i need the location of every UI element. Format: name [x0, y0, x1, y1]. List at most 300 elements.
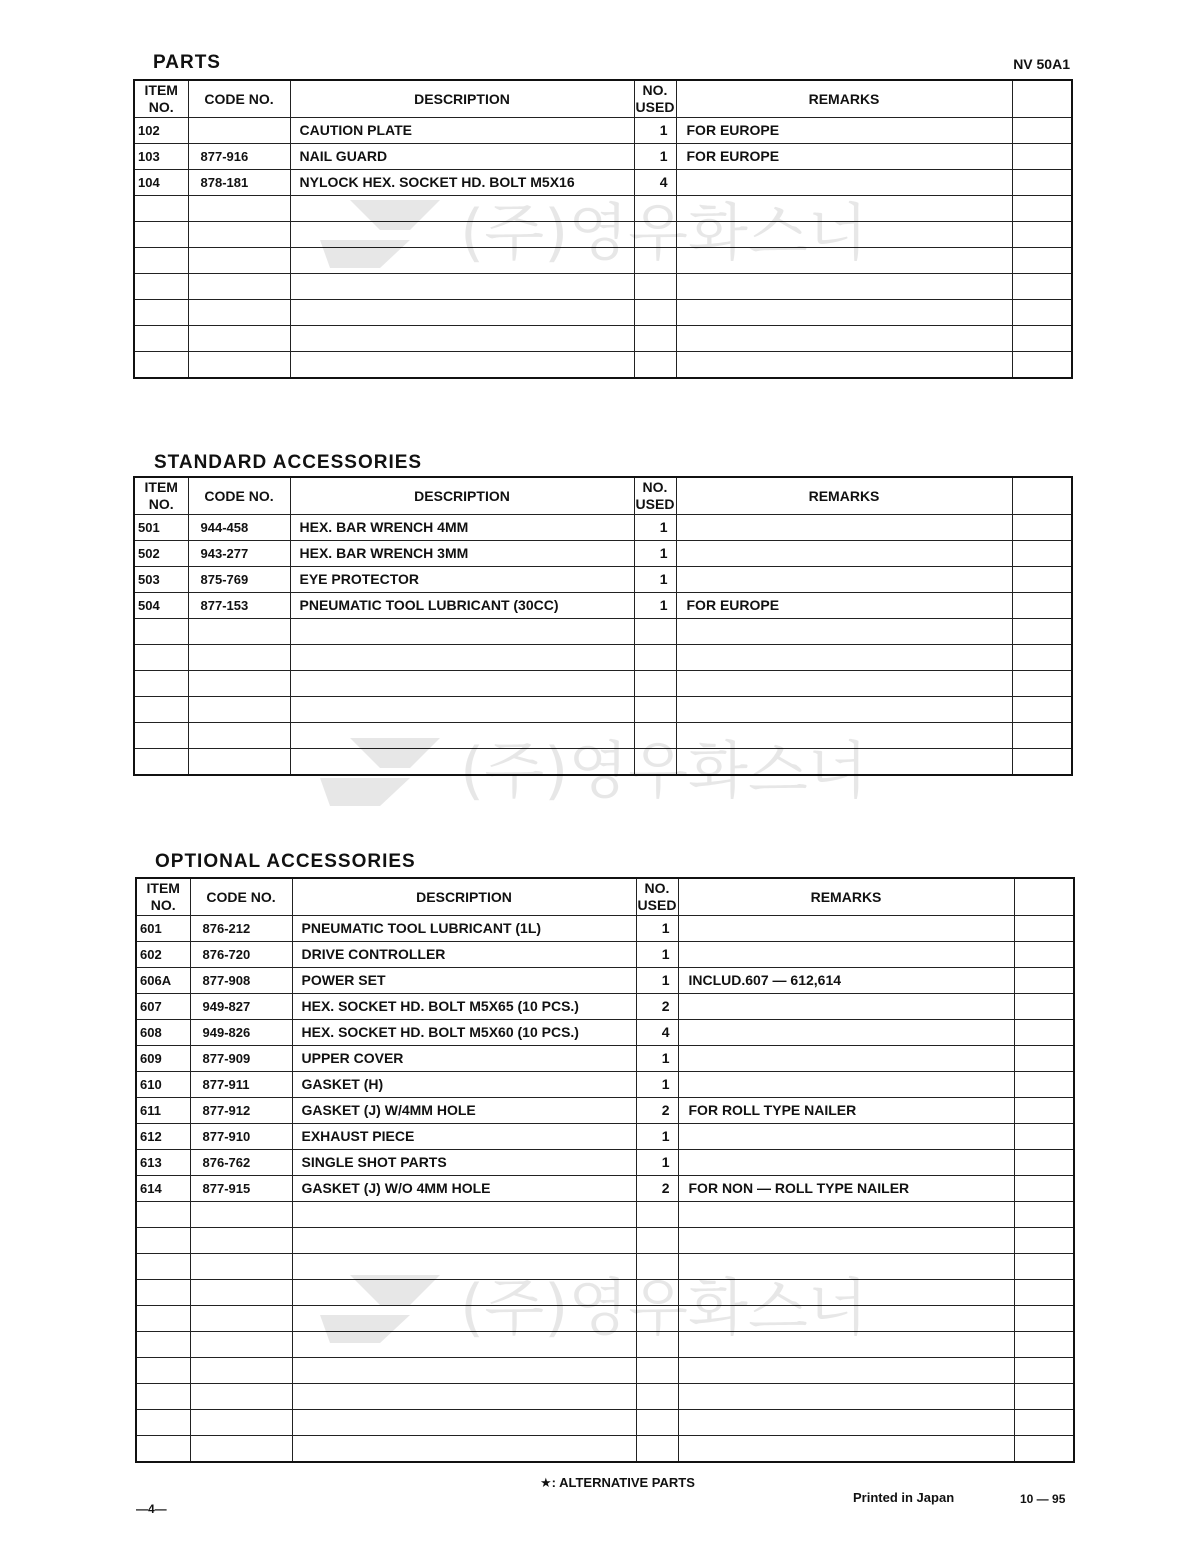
code-cell: [188, 645, 290, 671]
code-cell: [190, 1358, 292, 1384]
quantity-cell: 1: [636, 1072, 678, 1098]
extra-cell: [1014, 994, 1074, 1020]
optional-accessories-title: OPTIONAL ACCESSORIES: [155, 851, 416, 872]
code-cell: 877-912: [190, 1098, 292, 1124]
description-cell: NAIL GUARD: [290, 144, 634, 170]
extra-cell: [1012, 144, 1072, 170]
description-header: DESCRIPTION: [290, 477, 634, 515]
parts-table: [133, 79, 1073, 379]
quantity-cell: 4: [634, 170, 676, 196]
extra-cell: [1012, 326, 1072, 352]
extra-header: [1014, 878, 1074, 916]
item-cell: 602: [136, 942, 190, 968]
table-row: [136, 1176, 1074, 1202]
print-date: 10 — 95: [1020, 1492, 1066, 1506]
table-row: [134, 697, 1072, 723]
code-cell: [190, 1384, 292, 1410]
table-row: [134, 723, 1072, 749]
item-cell: 606A: [136, 968, 190, 994]
extra-cell: [1014, 1280, 1074, 1306]
parts-title: PARTS: [153, 52, 221, 73]
quantity-header: NO. USED: [636, 878, 678, 916]
description-cell: [292, 1306, 636, 1332]
item-cell: 503: [134, 567, 188, 593]
table-row: [134, 619, 1072, 645]
quantity-cell: [634, 619, 676, 645]
item-cell: 610: [136, 1072, 190, 1098]
item-cell: [136, 1202, 190, 1228]
item-cell: 504: [134, 593, 188, 619]
item-cell: 104: [134, 170, 188, 196]
table-row: [134, 326, 1072, 352]
code-cell: [190, 1436, 292, 1463]
table-row: [134, 541, 1072, 567]
code-cell: 877-910: [190, 1124, 292, 1150]
watermark-text: (주)영우화스너: [460, 734, 868, 807]
quantity-cell: 1: [634, 515, 676, 541]
description-cell: SINGLE SHOT PARTS: [292, 1150, 636, 1176]
code-cell: 876-762: [190, 1150, 292, 1176]
extra-cell: [1014, 1358, 1074, 1384]
remarks-header: REMARKS: [676, 477, 1012, 515]
remarks-cell: [678, 942, 1014, 968]
item-cell: [136, 1306, 190, 1332]
extra-cell: [1014, 1228, 1074, 1254]
item-cell: 103: [134, 144, 188, 170]
item-cell: [136, 1384, 190, 1410]
code-cell: 877-916: [188, 144, 290, 170]
item-cell: [136, 1410, 190, 1436]
quantity-cell: 1: [634, 567, 676, 593]
item-cell: [134, 723, 188, 749]
item-cell: [136, 1254, 190, 1280]
description-cell: [290, 723, 634, 749]
item-cell: [136, 1280, 190, 1306]
remarks-cell: [676, 170, 1012, 196]
item-cell: 614: [136, 1176, 190, 1202]
code-cell: [190, 1280, 292, 1306]
model-number: NV 50A1: [1013, 56, 1070, 72]
description-cell: CAUTION PLATE: [290, 118, 634, 144]
quantity-cell: [634, 248, 676, 274]
item-cell: 609: [136, 1046, 190, 1072]
remarks-cell: [678, 916, 1014, 942]
description-header: DESCRIPTION: [292, 878, 636, 916]
table-row: [134, 645, 1072, 671]
table-row: [136, 1072, 1074, 1098]
code-cell: [190, 1332, 292, 1358]
item-cell: [134, 274, 188, 300]
item-cell: [136, 1436, 190, 1463]
quantity-cell: [634, 326, 676, 352]
description-cell: [290, 248, 634, 274]
table-row: [134, 144, 1072, 170]
code-cell: [188, 222, 290, 248]
code-cell: 877-909: [190, 1046, 292, 1072]
description-cell: PNEUMATIC TOOL LUBRICANT (1L): [292, 916, 636, 942]
remarks-cell: [678, 1254, 1014, 1280]
table-row: [134, 248, 1072, 274]
item-cell: 502: [134, 541, 188, 567]
description-cell: DRIVE CONTROLLER: [292, 942, 636, 968]
extra-cell: [1012, 723, 1072, 749]
quantity-cell: [634, 352, 676, 379]
description-cell: [292, 1410, 636, 1436]
quantity-cell: 1: [634, 593, 676, 619]
description-cell: HEX. BAR WRENCH 3MM: [290, 541, 634, 567]
item-cell: 612: [136, 1124, 190, 1150]
extra-header: [1012, 477, 1072, 515]
table-row: [136, 1046, 1074, 1072]
extra-cell: [1014, 968, 1074, 994]
code-cell: [188, 274, 290, 300]
remarks-cell: [676, 697, 1012, 723]
remarks-cell: [678, 1228, 1014, 1254]
remarks-cell: FOR EUROPE: [676, 593, 1012, 619]
code-cell: 944-458: [188, 515, 290, 541]
code-cell: [190, 1202, 292, 1228]
quantity-cell: [634, 749, 676, 776]
extra-cell: [1014, 1150, 1074, 1176]
description-cell: HEX. SOCKET HD. BOLT M5X65 (10 PCS.): [292, 994, 636, 1020]
quantity-cell: [636, 1332, 678, 1358]
table-row: [136, 1254, 1074, 1280]
remarks-cell: [676, 541, 1012, 567]
quantity-cell: [636, 1410, 678, 1436]
table-row: [134, 593, 1072, 619]
code-cell: [190, 1228, 292, 1254]
code-cell: 876-720: [190, 942, 292, 968]
code-cell: [188, 671, 290, 697]
description-cell: HEX. BAR WRENCH 4MM: [290, 515, 634, 541]
extra-cell: [1014, 1176, 1074, 1202]
remarks-cell: [676, 274, 1012, 300]
table-row: [136, 1358, 1074, 1384]
table-row: [136, 994, 1074, 1020]
code-cell: [188, 619, 290, 645]
item-cell: 611: [136, 1098, 190, 1124]
remarks-cell: [678, 994, 1014, 1020]
remarks-cell: INCLUD.607 — 612,614: [678, 968, 1014, 994]
description-cell: [290, 222, 634, 248]
remarks-cell: FOR EUROPE: [676, 118, 1012, 144]
quantity-cell: [636, 1228, 678, 1254]
description-cell: GASKET (H): [292, 1072, 636, 1098]
item-cell: [136, 1332, 190, 1358]
description-cell: [292, 1332, 636, 1358]
table-row: [136, 1332, 1074, 1358]
code-cell: [190, 1254, 292, 1280]
item-cell: [134, 749, 188, 776]
remarks-header: REMARKS: [676, 80, 1012, 118]
quantity-header: NO. USED: [634, 80, 676, 118]
remarks-cell: [676, 749, 1012, 776]
code-cell: [188, 118, 290, 144]
extra-cell: [1012, 593, 1072, 619]
extra-cell: [1014, 1046, 1074, 1072]
remarks-cell: FOR EUROPE: [676, 144, 1012, 170]
code-cell: 875-769: [188, 567, 290, 593]
quantity-cell: [634, 274, 676, 300]
extra-cell: [1012, 515, 1072, 541]
table-row: [136, 1202, 1074, 1228]
extra-cell: [1012, 541, 1072, 567]
remarks-cell: [678, 1202, 1014, 1228]
description-cell: PNEUMATIC TOOL LUBRICANT (30CC): [290, 593, 634, 619]
description-cell: [292, 1202, 636, 1228]
description-cell: [290, 352, 634, 379]
item-header: ITEM NO.: [134, 477, 188, 515]
description-cell: [292, 1280, 636, 1306]
code-cell: [188, 248, 290, 274]
table-row: [136, 1124, 1074, 1150]
extra-cell: [1014, 916, 1074, 942]
description-cell: NYLOCK HEX. SOCKET HD. BOLT M5X16: [290, 170, 634, 196]
code-cell: [188, 723, 290, 749]
item-cell: [134, 196, 188, 222]
item-cell: [136, 1228, 190, 1254]
description-cell: [292, 1436, 636, 1463]
extra-cell: [1012, 196, 1072, 222]
item-cell: [134, 326, 188, 352]
description-cell: [292, 1254, 636, 1280]
extra-cell: [1012, 222, 1072, 248]
description-cell: [290, 326, 634, 352]
description-cell: GASKET (J) W/O 4MM HOLE: [292, 1176, 636, 1202]
quantity-cell: 1: [634, 144, 676, 170]
extra-cell: [1012, 248, 1072, 274]
remarks-cell: [678, 1020, 1014, 1046]
extra-cell: [1012, 300, 1072, 326]
table-row: [134, 222, 1072, 248]
description-cell: [292, 1384, 636, 1410]
item-cell: 601: [136, 916, 190, 942]
description-cell: [290, 619, 634, 645]
quantity-cell: [636, 1254, 678, 1280]
quantity-cell: [634, 196, 676, 222]
extra-header: [1012, 80, 1072, 118]
extra-cell: [1012, 619, 1072, 645]
remarks-cell: [678, 1436, 1014, 1463]
code-cell: 876-212: [190, 916, 292, 942]
remarks-cell: FOR NON — ROLL TYPE NAILER: [678, 1176, 1014, 1202]
remarks-cell: [676, 671, 1012, 697]
item-cell: [134, 248, 188, 274]
extra-cell: [1012, 697, 1072, 723]
description-cell: [290, 274, 634, 300]
code-cell: 877-908: [190, 968, 292, 994]
table-row: [136, 1306, 1074, 1332]
quantity-cell: 1: [636, 1150, 678, 1176]
remarks-cell: [676, 619, 1012, 645]
remarks-header: REMARKS: [678, 878, 1014, 916]
description-cell: [290, 697, 634, 723]
extra-cell: [1014, 942, 1074, 968]
quantity-cell: [634, 645, 676, 671]
table-row: [134, 567, 1072, 593]
description-cell: [290, 300, 634, 326]
table-row: [136, 1436, 1074, 1463]
extra-cell: [1012, 352, 1072, 379]
remarks-cell: [678, 1306, 1014, 1332]
code-cell: 943-277: [188, 541, 290, 567]
item-header: ITEM NO.: [134, 80, 188, 118]
table-row: [136, 1098, 1074, 1124]
item-cell: [134, 645, 188, 671]
code-cell: [190, 1306, 292, 1332]
description-cell: POWER SET: [292, 968, 636, 994]
table-row: [136, 1228, 1074, 1254]
code-cell: 878-181: [188, 170, 290, 196]
code-header: CODE NO.: [188, 477, 290, 515]
extra-cell: [1014, 1098, 1074, 1124]
code-cell: [190, 1410, 292, 1436]
item-cell: [134, 300, 188, 326]
quantity-cell: 2: [636, 1176, 678, 1202]
remarks-cell: [678, 1410, 1014, 1436]
item-cell: [134, 697, 188, 723]
table-row: [134, 352, 1072, 379]
table-row: [134, 749, 1072, 776]
table-row: [134, 671, 1072, 697]
extra-cell: [1012, 749, 1072, 776]
extra-cell: [1014, 1020, 1074, 1046]
alternative-parts-note: ★: ALTERNATIVE PARTS: [540, 1475, 695, 1490]
table-row: [134, 300, 1072, 326]
extra-cell: [1012, 170, 1072, 196]
description-cell: [290, 196, 634, 222]
item-cell: 102: [134, 118, 188, 144]
table-row: [136, 1150, 1074, 1176]
table-row: [136, 1020, 1074, 1046]
description-cell: [290, 645, 634, 671]
code-header: CODE NO.: [188, 80, 290, 118]
code-cell: 877-153: [188, 593, 290, 619]
quantity-header: NO. USED: [634, 477, 676, 515]
quantity-cell: 1: [634, 541, 676, 567]
optional-accessories-table: [135, 877, 1075, 1463]
remarks-cell: [678, 1072, 1014, 1098]
code-cell: 949-826: [190, 1020, 292, 1046]
remarks-cell: [676, 645, 1012, 671]
printed-in-japan: Printed in Japan: [853, 1490, 955, 1505]
item-header: ITEM NO.: [136, 878, 190, 916]
table-row: [134, 196, 1072, 222]
description-cell: HEX. SOCKET HD. BOLT M5X60 (10 PCS.): [292, 1020, 636, 1046]
table-row: [134, 170, 1072, 196]
standard-accessories-table: [133, 476, 1073, 776]
quantity-cell: [634, 723, 676, 749]
extra-cell: [1012, 671, 1072, 697]
watermark-text: (주)영우화스너: [460, 1271, 868, 1344]
description-cell: [290, 749, 634, 776]
extra-cell: [1014, 1254, 1074, 1280]
remarks-cell: [676, 352, 1012, 379]
quantity-cell: [636, 1202, 678, 1228]
quantity-cell: 1: [634, 118, 676, 144]
quantity-cell: [636, 1436, 678, 1463]
table-row: [134, 118, 1072, 144]
extra-cell: [1012, 645, 1072, 671]
code-cell: [188, 300, 290, 326]
quantity-cell: [636, 1358, 678, 1384]
item-cell: [134, 619, 188, 645]
remarks-cell: [678, 1124, 1014, 1150]
quantity-cell: [636, 1384, 678, 1410]
header-row: [134, 477, 1072, 515]
remarks-cell: FOR ROLL TYPE NAILER: [678, 1098, 1014, 1124]
quantity-cell: 1: [636, 968, 678, 994]
table-row: [136, 1280, 1074, 1306]
table-row: [136, 1384, 1074, 1410]
remarks-cell: [676, 300, 1012, 326]
remarks-cell: [676, 723, 1012, 749]
description-header: DESCRIPTION: [290, 80, 634, 118]
quantity-cell: [634, 671, 676, 697]
quantity-cell: [634, 697, 676, 723]
page-number: —4—: [136, 1502, 167, 1516]
item-cell: [134, 671, 188, 697]
code-cell: 877-911: [190, 1072, 292, 1098]
item-cell: 608: [136, 1020, 190, 1046]
table-row: [136, 916, 1074, 942]
code-cell: [188, 196, 290, 222]
item-cell: 607: [136, 994, 190, 1020]
extra-cell: [1012, 567, 1072, 593]
extra-cell: [1014, 1384, 1074, 1410]
code-cell: [188, 749, 290, 776]
table-row: [136, 942, 1074, 968]
quantity-cell: 2: [636, 1098, 678, 1124]
remarks-cell: [678, 1384, 1014, 1410]
extra-cell: [1014, 1202, 1074, 1228]
extra-cell: [1014, 1072, 1074, 1098]
quantity-cell: 2: [636, 994, 678, 1020]
remarks-cell: [676, 248, 1012, 274]
description-cell: [290, 671, 634, 697]
code-cell: [188, 326, 290, 352]
extra-cell: [1012, 118, 1072, 144]
remarks-cell: [678, 1280, 1014, 1306]
quantity-cell: [636, 1306, 678, 1332]
code-cell: [188, 352, 290, 379]
extra-cell: [1014, 1306, 1074, 1332]
quantity-cell: 1: [636, 916, 678, 942]
quantity-cell: 4: [636, 1020, 678, 1046]
remarks-cell: [676, 196, 1012, 222]
remarks-cell: [676, 222, 1012, 248]
table-row: [136, 1410, 1074, 1436]
quantity-cell: [634, 222, 676, 248]
standard-accessories-title: STANDARD ACCESSORIES: [154, 452, 423, 473]
table-row: [134, 515, 1072, 541]
description-cell: GASKET (J) W/4MM HOLE: [292, 1098, 636, 1124]
extra-cell: [1014, 1436, 1074, 1463]
remarks-cell: [676, 515, 1012, 541]
quantity-cell: [636, 1280, 678, 1306]
code-cell: [188, 697, 290, 723]
remarks-cell: [676, 567, 1012, 593]
description-cell: UPPER COVER: [292, 1046, 636, 1072]
description-cell: [292, 1228, 636, 1254]
quantity-cell: 1: [636, 1124, 678, 1150]
remarks-cell: [678, 1046, 1014, 1072]
quantity-cell: 1: [636, 942, 678, 968]
remarks-cell: [676, 326, 1012, 352]
header-row: [134, 80, 1072, 118]
item-cell: [134, 222, 188, 248]
item-cell: [134, 352, 188, 379]
